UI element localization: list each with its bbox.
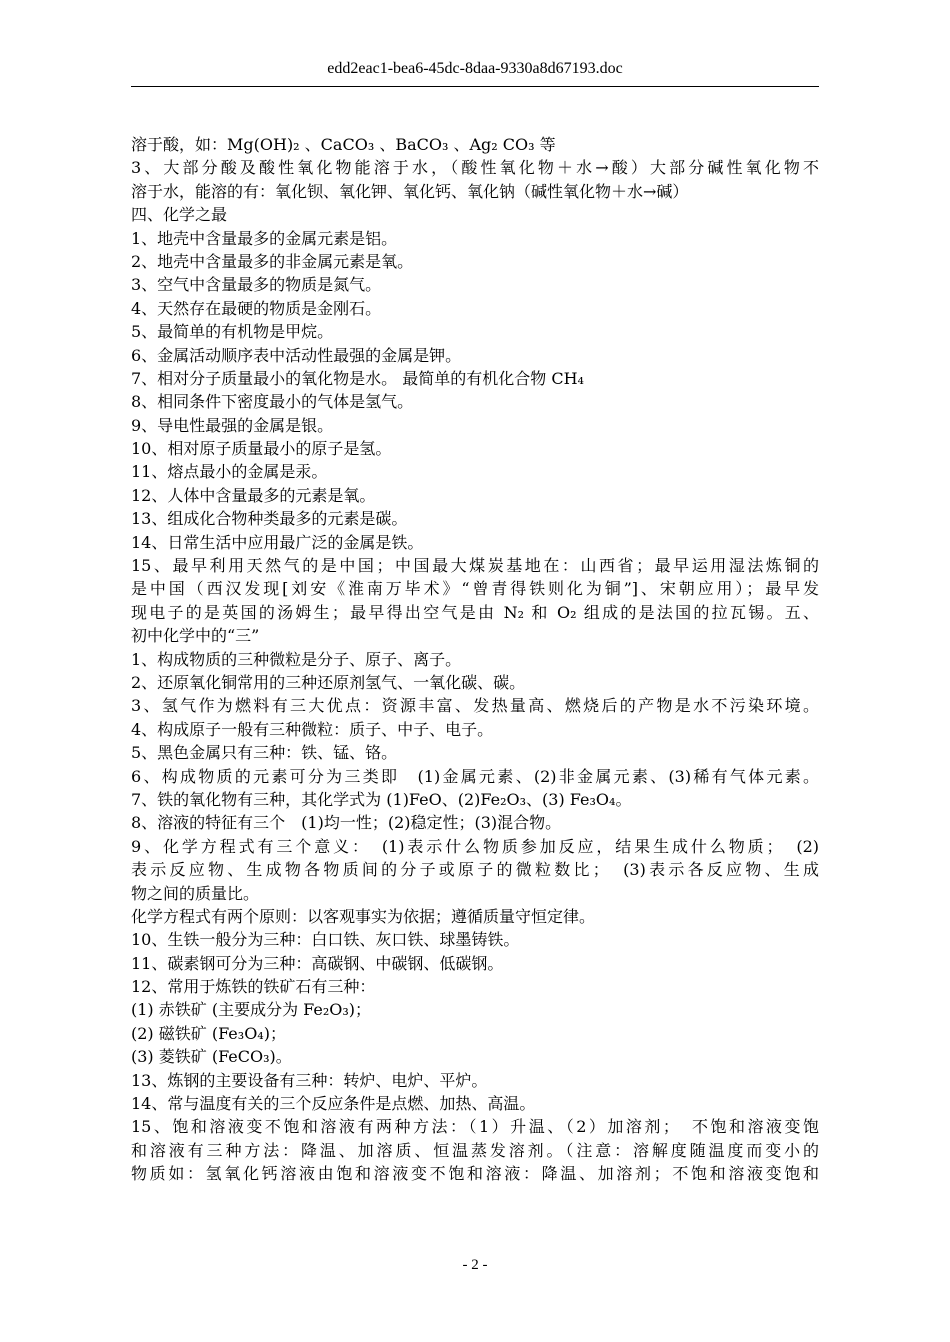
- text-line: 是中国（西汉发现[刘安《淮南万毕术》“曾青得铁则化为铜”]、宋朝应用）；最早发: [131, 579, 819, 599]
- text-line: 15、最早利用天然气的是中国；中国最大煤炭基地在：山西省；最早运用湿法炼铜的: [131, 556, 819, 576]
- page-number: - 2 -: [462, 1257, 488, 1273]
- text-line: (3) 菱铁矿 (FeCO₃)。: [131, 1047, 292, 1067]
- text-line: 4、天然存在最硬的物质是金刚石。: [131, 298, 382, 318]
- text-line: 表示反应物、生成物各物质间的分子或原子的微粒数比； (3)表示各反应物、生成: [131, 860, 819, 880]
- text-line: 1、构成物质的三种微粒是分子、原子、离子。: [131, 649, 462, 669]
- text-line: 8、溶液的特征有三个 (1)均一性；(2)稳定性；(3)混合物。: [131, 813, 562, 833]
- text-line: 4、构成原子一般有三种微粒：质子、中子、电子。: [131, 719, 494, 739]
- text-line: 12、人体中含量最多的元素是氧。: [131, 485, 376, 505]
- text-line: 物之间的质量比。: [131, 883, 260, 903]
- text-line: 8、相同条件下密度最小的气体是氢气。: [131, 392, 414, 412]
- text-line: 11、熔点最小的金属是汞。: [131, 462, 328, 482]
- text-line: 10、相对原子质量最小的原子是氢。: [131, 439, 392, 459]
- text-line: 9、化学方程式有三个意义： (1)表示什么物质参加反应，结果生成什么物质； (2): [131, 836, 819, 856]
- text-line: 7、铁的氧化物有三种，其化学式为 (1)FeO、(2)Fe₂O₃、(3) Fe₃O₄。: [131, 789, 632, 809]
- text-line: 溶于水，能溶的有：氧化钡、氧化钾、氧化钙、氧化钠（碱性氧化物＋水→碱）: [131, 181, 689, 201]
- text-line: 9、导电性最强的金属是银。: [131, 415, 334, 435]
- text-line: 7、相对分子质量最小的氧化物是水。 最简单的有机化合物 CH₄: [131, 368, 584, 388]
- text-line: 6、构成物质的元素可分为三类即 (1)金属元素、(2)非金属元素、(3)稀有气体元素。: [131, 766, 819, 786]
- page-header-filename: edd2eac1-bea6-45dc-8daa-9330a8d67193.doc: [327, 60, 623, 77]
- text-line: 化学方程式有两个原则：以客观事实为依据；遵循质量守恒定律。: [131, 906, 596, 926]
- text-line: 15、饱和溶液变不饱和溶液有两种方法：（1）升温、（2）加溶剂； 不饱和溶液变饱: [131, 1117, 819, 1137]
- text-line: 溶于酸，如：Mg(OH)₂ 、CaCO₃ 、BaCO₃ 、Ag₂ CO₃ 等: [131, 135, 556, 154]
- text-line: 14、日常生活中应用最广泛的金属是铁。: [131, 532, 424, 552]
- text-line: 12、常用于炼铁的铁矿石有三种：: [131, 977, 376, 997]
- text-line: 初中化学中的“三”: [131, 626, 260, 646]
- document-body: [131, 133, 819, 1186]
- header-divider: [131, 86, 819, 87]
- text-line: 2、还原氧化铜常用的三种还原剂氢气、一氧化碳、碳。: [131, 672, 526, 692]
- text-line: 1、地壳中含量最多的金属元素是铝。: [131, 228, 398, 248]
- text-line: 10、生铁一般分为三种：白口铁、灰口铁、球墨铸铁。: [131, 930, 520, 950]
- text-line: 物质如：氢氧化钙溶液由饱和溶液变不饱和溶液：降温、加溶剂；不饱和溶液变饱和: [131, 1164, 819, 1184]
- text-line: 3、氢气作为燃料有三大优点：资源丰富、发热量高、燃烧后的产物是水不污染环境。: [131, 696, 819, 716]
- text-line: 14、常与温度有关的三个反应条件是点燃、加热、高温。: [131, 1094, 536, 1114]
- text-line: 5、最简单的有机物是甲烷。: [131, 322, 334, 342]
- text-line: 5、黑色金属只有三种：铁、锰、铬。: [131, 743, 398, 763]
- text-line: (2) 磁铁矿 (Fe₃O₄)；: [131, 1023, 286, 1043]
- text-line: 13、炼钢的主要设备有三种：转炉、电炉、平炉。: [131, 1070, 488, 1090]
- text-line: 6、金属活动顺序表中活动性最强的金属是钾。: [131, 345, 462, 365]
- text-line: (1) 赤铁矿 (主要成分为 Fe₂O₃)；: [131, 1000, 372, 1020]
- text-line: 13、组成化合物种类最多的元素是碳。: [131, 509, 408, 529]
- text-line: 3、大部分酸及酸性氧化物能溶于水，（酸性氧化物＋水→酸）大部分碱性氧化物不: [131, 158, 819, 178]
- text-line: 11、碳素钢可分为三种：高碳钢、中碳钢、低碳钢。: [131, 953, 504, 973]
- text-line: 现电子的是英国的汤姆生；最早得出空气是由 N₂ 和 O₂ 组成的是法国的拉瓦锡。五、: [131, 602, 819, 622]
- text-line: 和溶液有三种方法：降温、加溶质、恒温蒸发溶剂。（注意：溶解度随温度而变小的: [131, 1140, 819, 1160]
- text-line: 3、空气中含量最多的物质是氮气。: [131, 275, 382, 295]
- text-line: 2、地壳中含量最多的非金属元素是氧。: [131, 251, 414, 271]
- text-line: 四、化学之最: [131, 205, 228, 225]
